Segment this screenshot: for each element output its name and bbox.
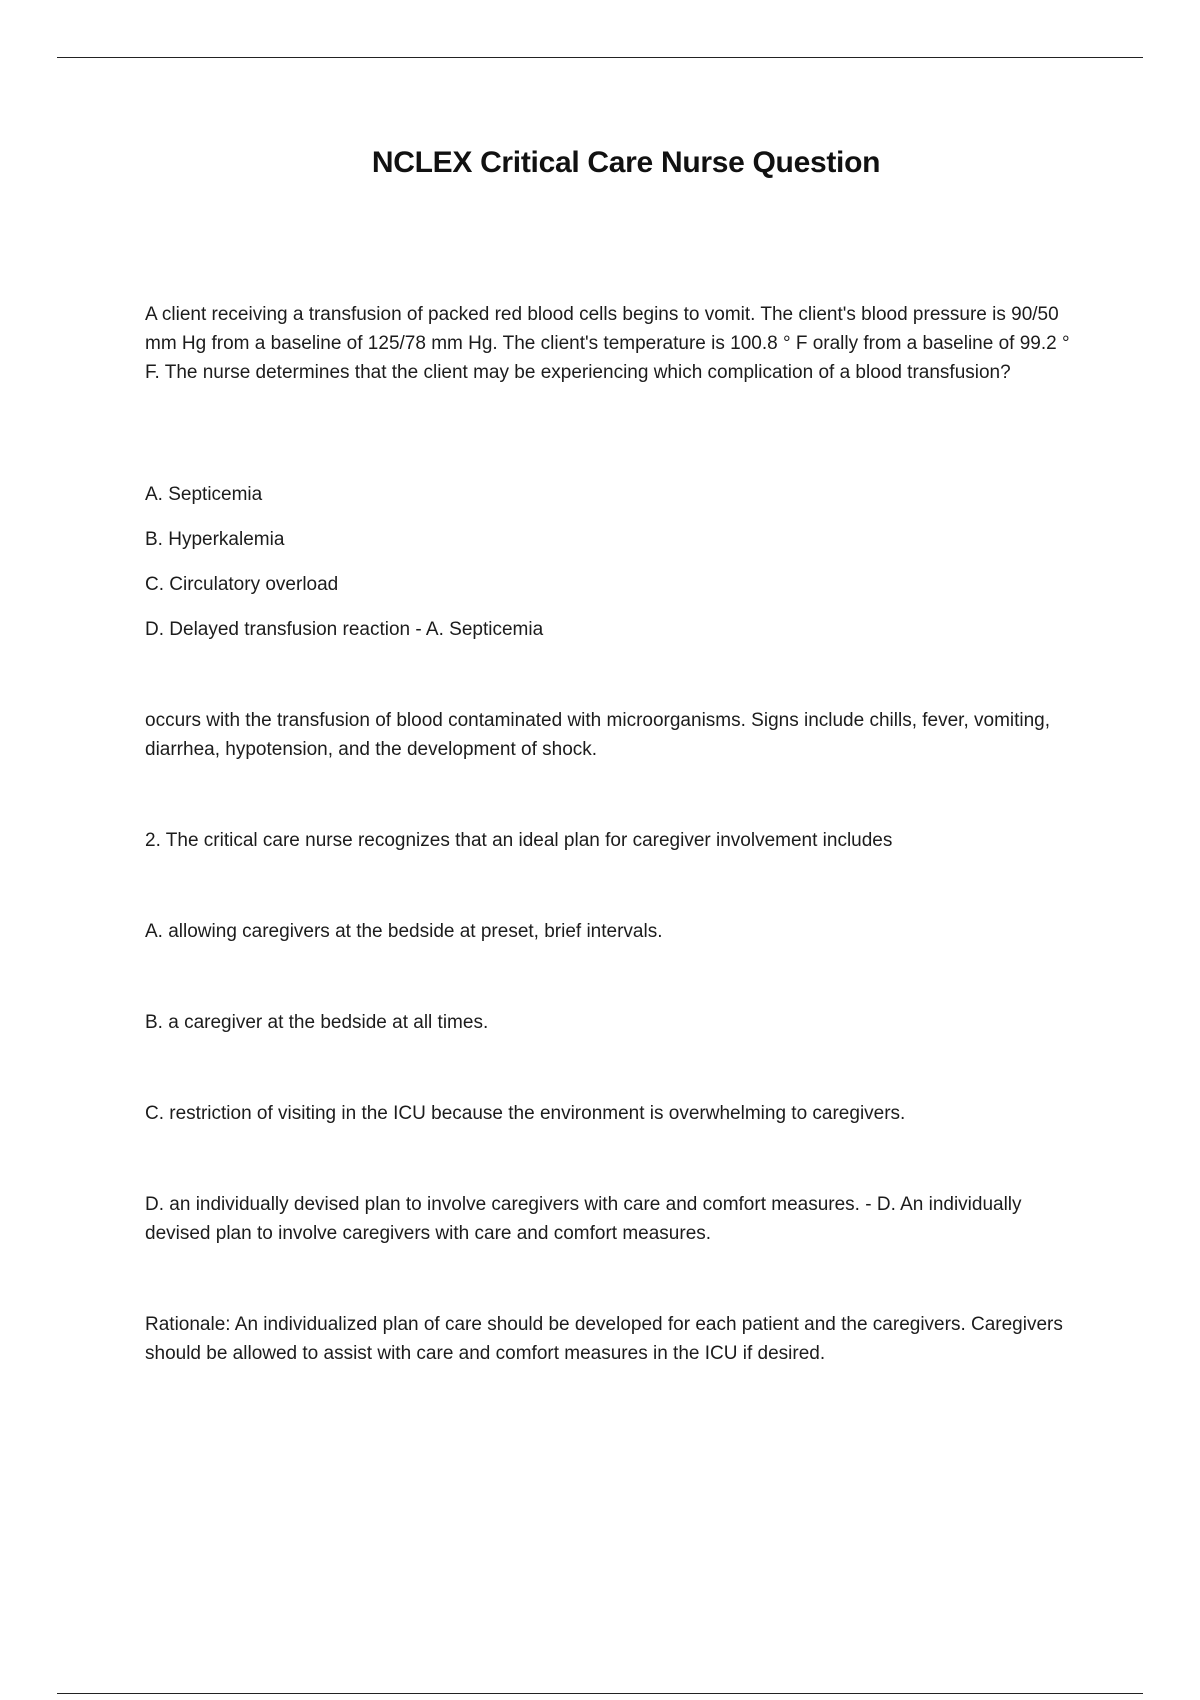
- question2-option-c: C. restriction of visiting in the ICU because the environment is overwhelming to caregivers.: [145, 1103, 906, 1124]
- question2-rationale: Rationale: An individualized plan of care should be developed for each patient and the caregivers. Caregivers should be allowed to assist with care and comfort measures in the ICU if desired.: [145, 1314, 1063, 1364]
- question1-stem: A client receiving a transfusion of packed red blood cells begins to vomit. The client's blood pressure is 90/50 mm Hg from a baseline of 125/78 mm Hg. The client's temperature is 100.8 ° F orally from a baseline of 99.2 ° F. The nurse determines that the client may be experiencing which complication of a blood transfusion?: [145, 304, 1070, 383]
- question1-explanation: occurs with the transfusion of blood contaminated with microorganisms. Signs include chills, fever, vomiting, diarrhea, hypotension, and the development of shock.: [145, 710, 1051, 760]
- question2-option-a: A. allowing caregivers at the bedside at preset, brief intervals.: [145, 921, 663, 942]
- question1-option-c: C. Circulatory overload: [145, 574, 339, 595]
- bottom-rule: [57, 1693, 1143, 1694]
- question1-option-b: B. Hyperkalemia: [145, 529, 285, 550]
- question1-option-d: D. Delayed transfusion reaction - A. Septicemia: [145, 619, 544, 640]
- document-title: NCLEX Critical Care Nurse Question: [371, 146, 881, 179]
- question2-option-d: D. an individually devised plan to involve caregivers with care and comfort measures. - D. An individually devised plan to involve caregivers with care and comfort measures.: [145, 1194, 1022, 1244]
- question1-option-a: A. Septicemia: [145, 484, 263, 505]
- question2-option-b: B. a caregiver at the bedside at all times.: [145, 1012, 489, 1033]
- question2-stem: 2. The critical care nurse recognizes that an ideal plan for caregiver involvement includes: [145, 830, 893, 851]
- top-rule: [57, 57, 1143, 58]
